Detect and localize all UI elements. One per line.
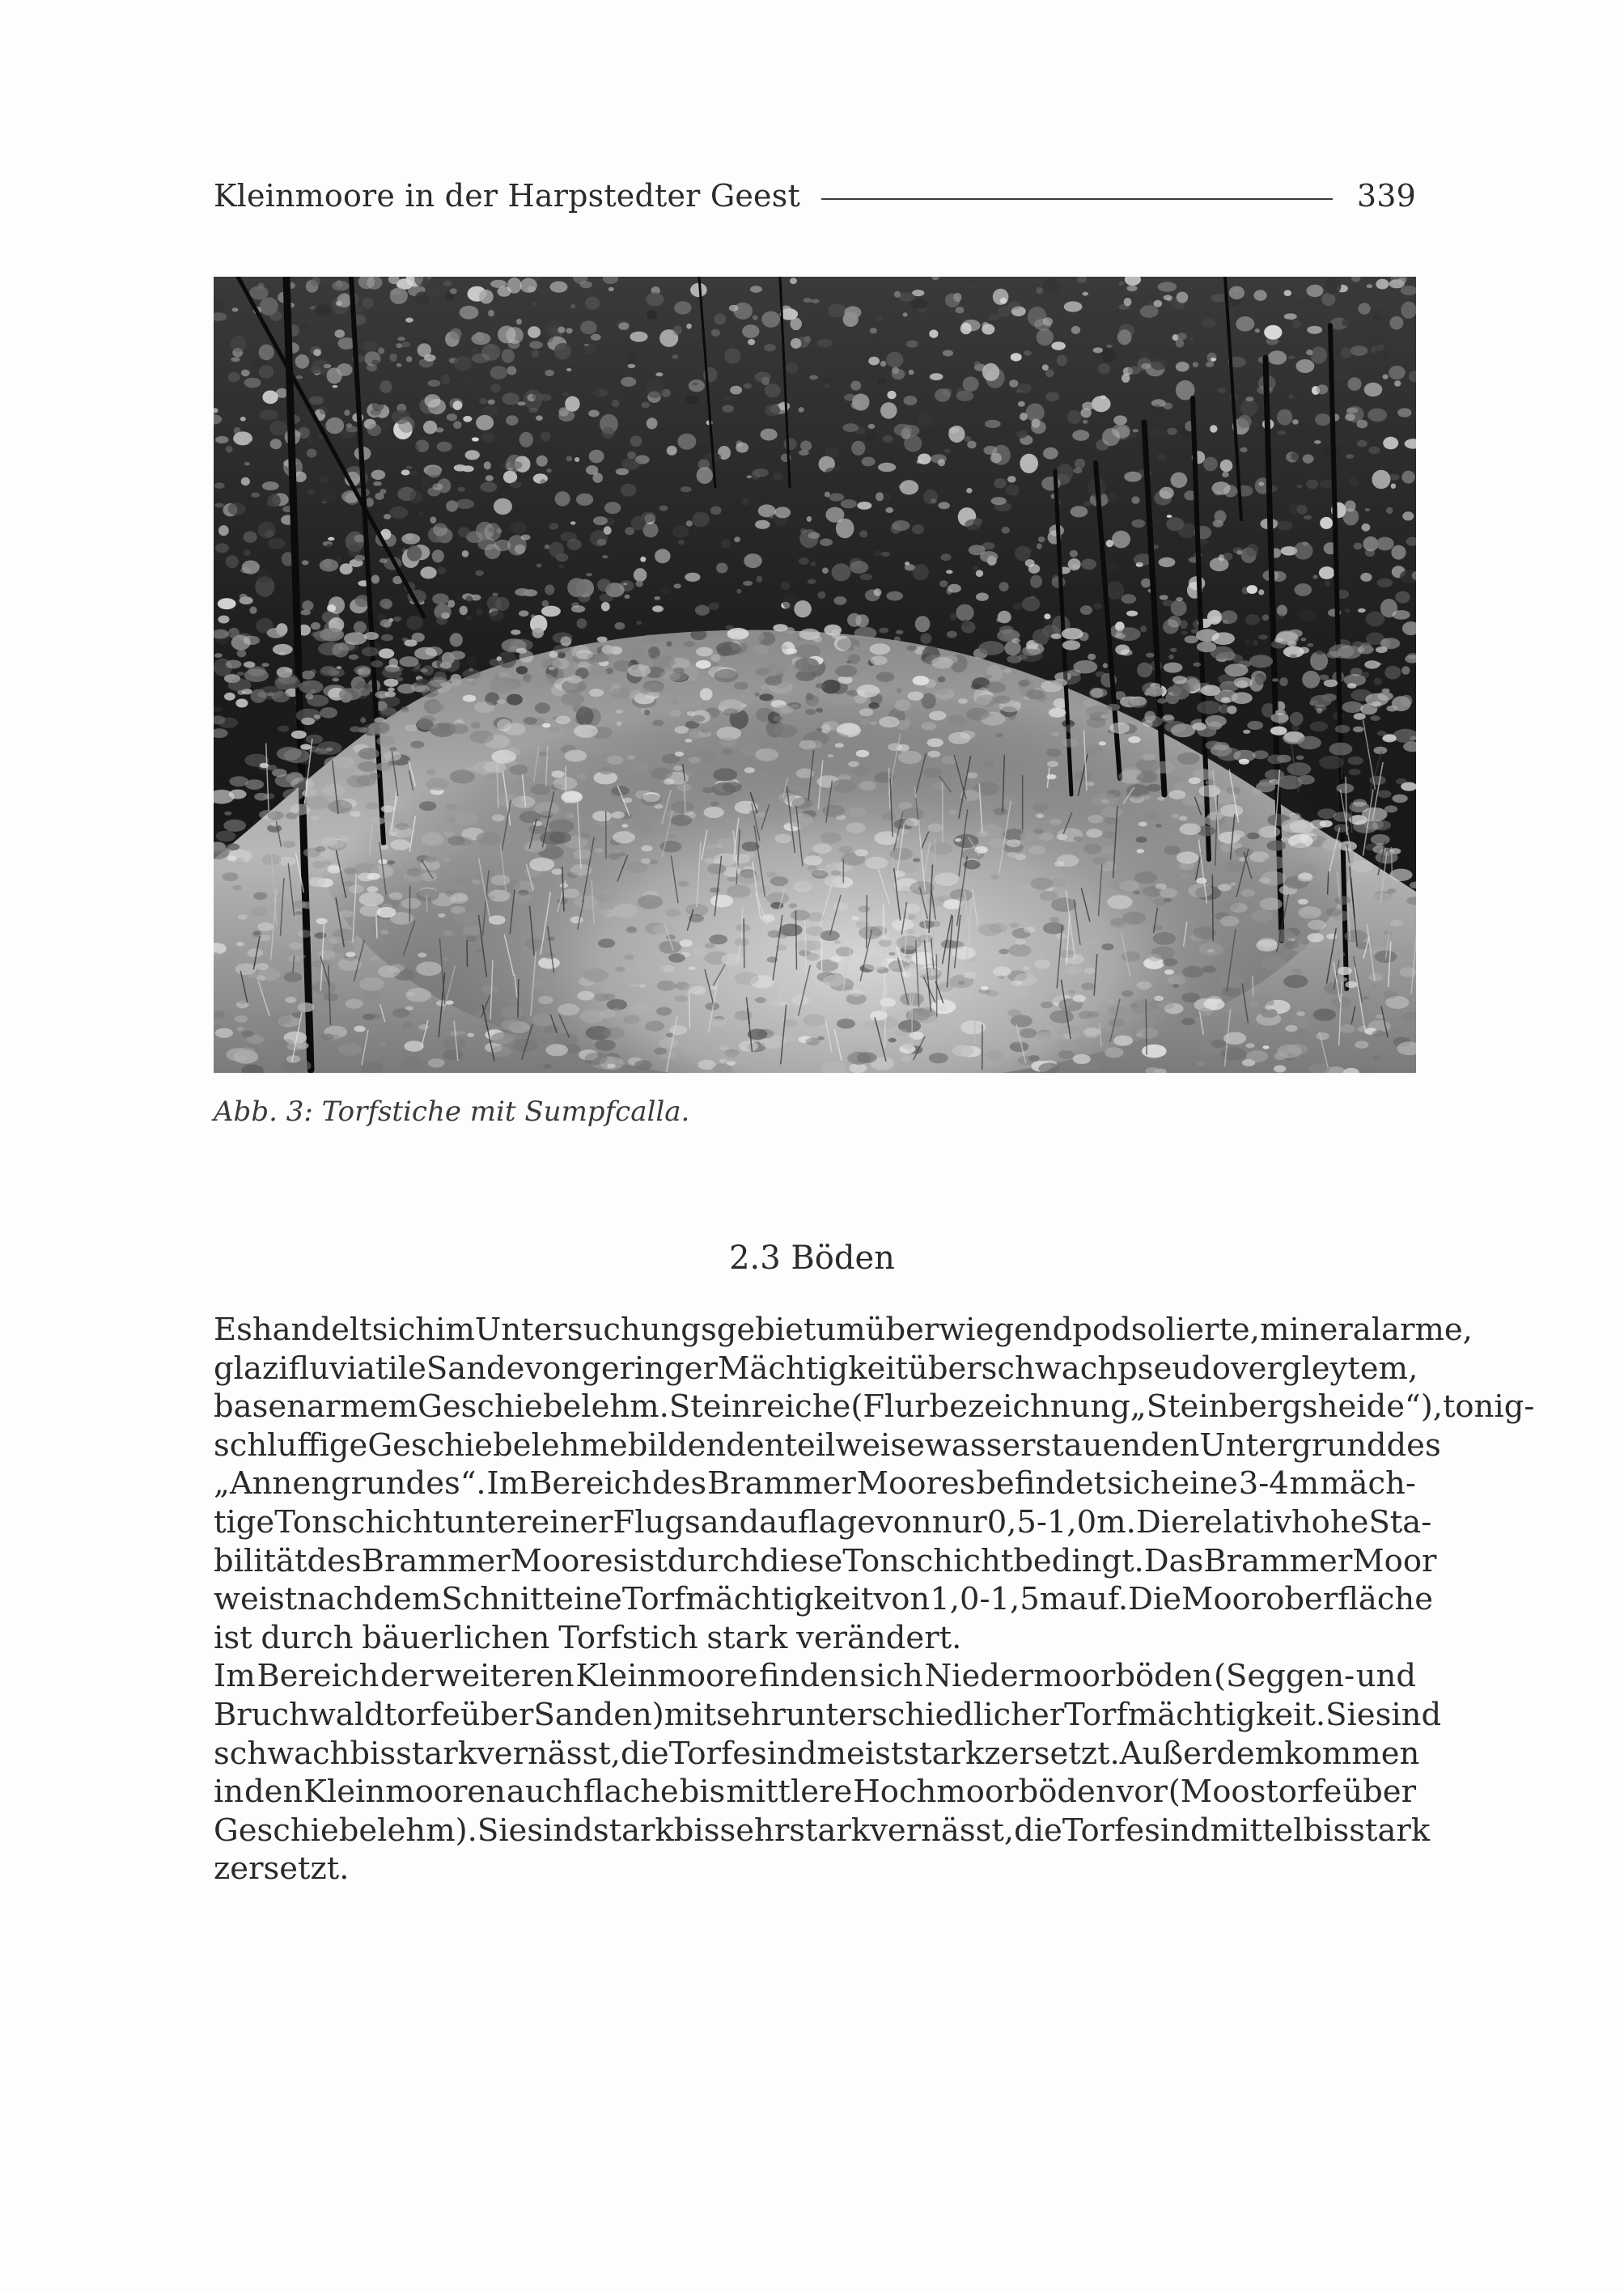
header-rule	[821, 198, 1333, 200]
text-line: schwach bis stark vernässt, die Torfe sind meist stark zersetzt. Außerdem kommen	[214, 1735, 1420, 1772]
forest-bog-photo	[214, 277, 1416, 1073]
text-line: weist nach dem Schnitt eine Torfmächtigkeit von 1,0-1,5 m auf. Die Mooroberfläche	[214, 1581, 1434, 1618]
text-line: Es handelt sich im Untersuchungsgebiet um überwiegend podsolierte, mineralarme,	[214, 1312, 1473, 1348]
text-line: „Annengrundes“. Im Bereich des Brammer Moores befindet sich eine 3-4 m mäch-	[214, 1465, 1416, 1503]
text-line: ist durch bäuerlichen Torfstich stark verändert.	[214, 1619, 962, 1656]
text-line: glazifluviatile Sande von geringer Mächtigkeit über schwach pseudovergleytem,	[214, 1350, 1418, 1387]
running-title: Kleinmoore in der Harpstedter Geest	[214, 178, 800, 214]
text-line: Geschiebelehm). Sie sind stark bis sehr stark vernässt, die Torfe sind mittel bis stark	[214, 1812, 1431, 1849]
section-heading: 2.3 Böden	[729, 1240, 895, 1277]
text-line: Bruchwaldtorfe über Sanden) mit sehr unterschiedlicher Torfmächtigkeit. Sie sind	[214, 1696, 1442, 1733]
text-line: in den Kleinmooren auch flache bis mittlere Hochmoorböden vor (Moostorfe über	[214, 1774, 1416, 1811]
text-line: tige Tonschicht unter einer Flugsandauflage von nur 0,5-1,0 m. Die relativ hohe Sta-	[214, 1503, 1432, 1541]
text-line: bilität des Brammer Moores ist durch diese Tonschicht bedingt. Das Brammer Moor	[214, 1542, 1437, 1579]
text-line: basenarmem Geschiebelehm. Steinreiche (Flurbezeichnung „Steinbergsheide“), tonig-	[214, 1388, 1535, 1426]
figure-photo	[214, 277, 1416, 1073]
text-line: zersetzt.	[214, 1850, 350, 1888]
figure-caption: Abb. 3: Torfstiche mit Sumpfcalla.	[214, 1096, 690, 1128]
text-line: Im Bereich der weiteren Kleinmoore finden sich Niedermoorböden (Seggen- und	[214, 1658, 1416, 1695]
body-paragraphs	[214, 1311, 1535, 1888]
running-head	[214, 172, 1416, 220]
text-line: schluffige Geschiebelehme bilden den teilweise wasserstauenden Untergrund des	[214, 1426, 1441, 1464]
page-number: 339	[1356, 178, 1416, 214]
